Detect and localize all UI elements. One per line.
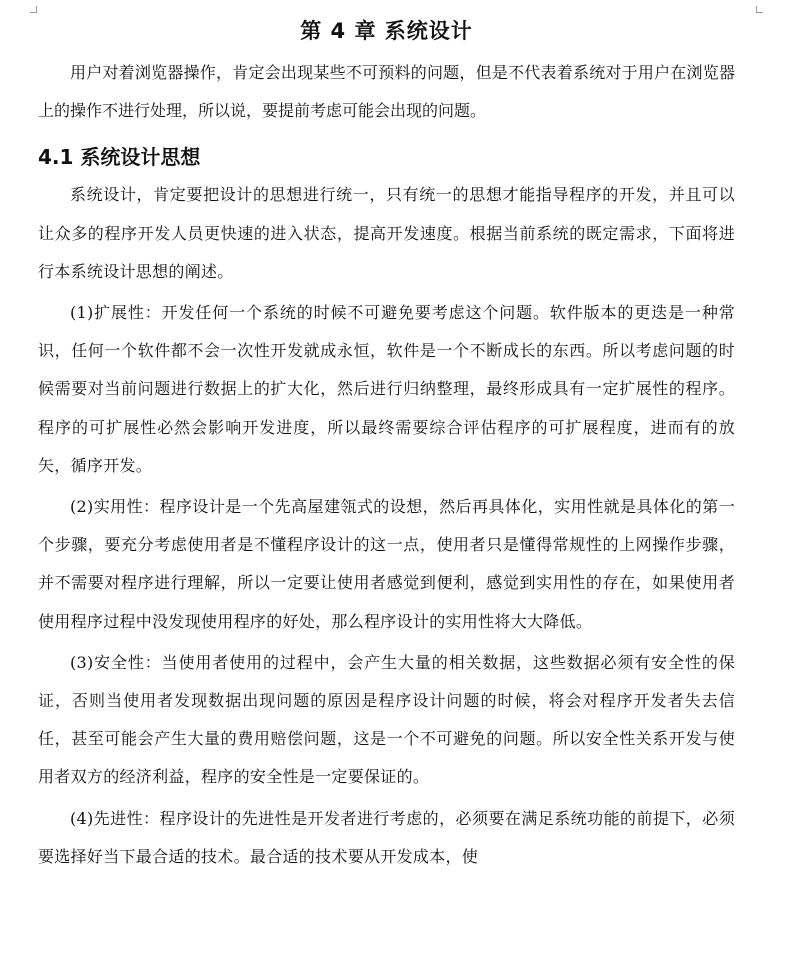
section-paragraph-practicality: (2)实用性：程序设计是一个先高屋建瓴式的设想，然后再具体化，实用性就是具体化的第一个步骤，要充分考虑使用者是不懂程序设计的这一点，使用者只是懂得常规性的上网操作步骤，并不需要对程序进行理解，所以一定要让使用者感觉到便利，感觉到实用性的存在，如果使用者使用程序过程中没发现使用程序的好处，那么程序设计的实用性将大大降低。 (38, 497, 735, 631)
section-paragraph-security: (3)安全性：当使用者使用的过程中，会产生大量的相关数据，这些数据必须有安全性的保证，否则当使用者发现数据出现问题的原因是程序设计问题的时候，将会对程序开发者失去信任，甚至可能会产生大量的费用赔偿问题，这是一个不可避免的问题。所以安全性关系开发与使用者双方的经济利益，程序的安全性是一定要保证的。 (38, 652, 735, 787)
section-paragraph-extensibility: (1)扩展性：开发任何一个系统的时候不可避免要考虑这个问题。软件版本的更迭是一种常识，任何一个软件都不会一次性开发就成永恒，软件是一个不断成长的东西。所以考虑问题的时候需要对当前问题进行数据上的扩大化，然后进行归纳整理，最终形成具有一定扩展性的程序。程序的可扩展性必然会影响开发进度，所以最终需要综合评估程序的可扩展程度，进而有的放矢，循序开发。 (38, 303, 735, 475)
intro-paragraph: 用户对着浏览器操作，肯定会出现某些不可预料的问题，但是不代表着系统对于用户在浏览器上的操作不进行处理，所以说，要提前考虑可能会出现的问题。 (38, 63, 735, 121)
section-title: 4.1 系统设计思想 (38, 145, 201, 170)
page-content (38, 14, 735, 876)
crop-mark-top-right (756, 6, 763, 13)
crop-mark-top-left (30, 6, 37, 13)
section-paragraph-intro: 系统设计，肯定要把设计的思想进行统一，只有统一的思想才能指导程序的开发，并且可以让众多的程序开发人员更快速的进入状态，提高开发速度。根据当前系统的既定需求，下面将进行本系统设计思想的阐述。 (38, 185, 735, 281)
section-paragraph-advancement: (4)先进性：程序设计的先进性是开发者进行考虑的，必须要在满足系统功能的前提下，必须要选择好当下最合适的技术。最合适的技术要从开发成本，使 (38, 808, 735, 866)
chapter-title: 第 4 章 系统设计 (300, 19, 473, 43)
